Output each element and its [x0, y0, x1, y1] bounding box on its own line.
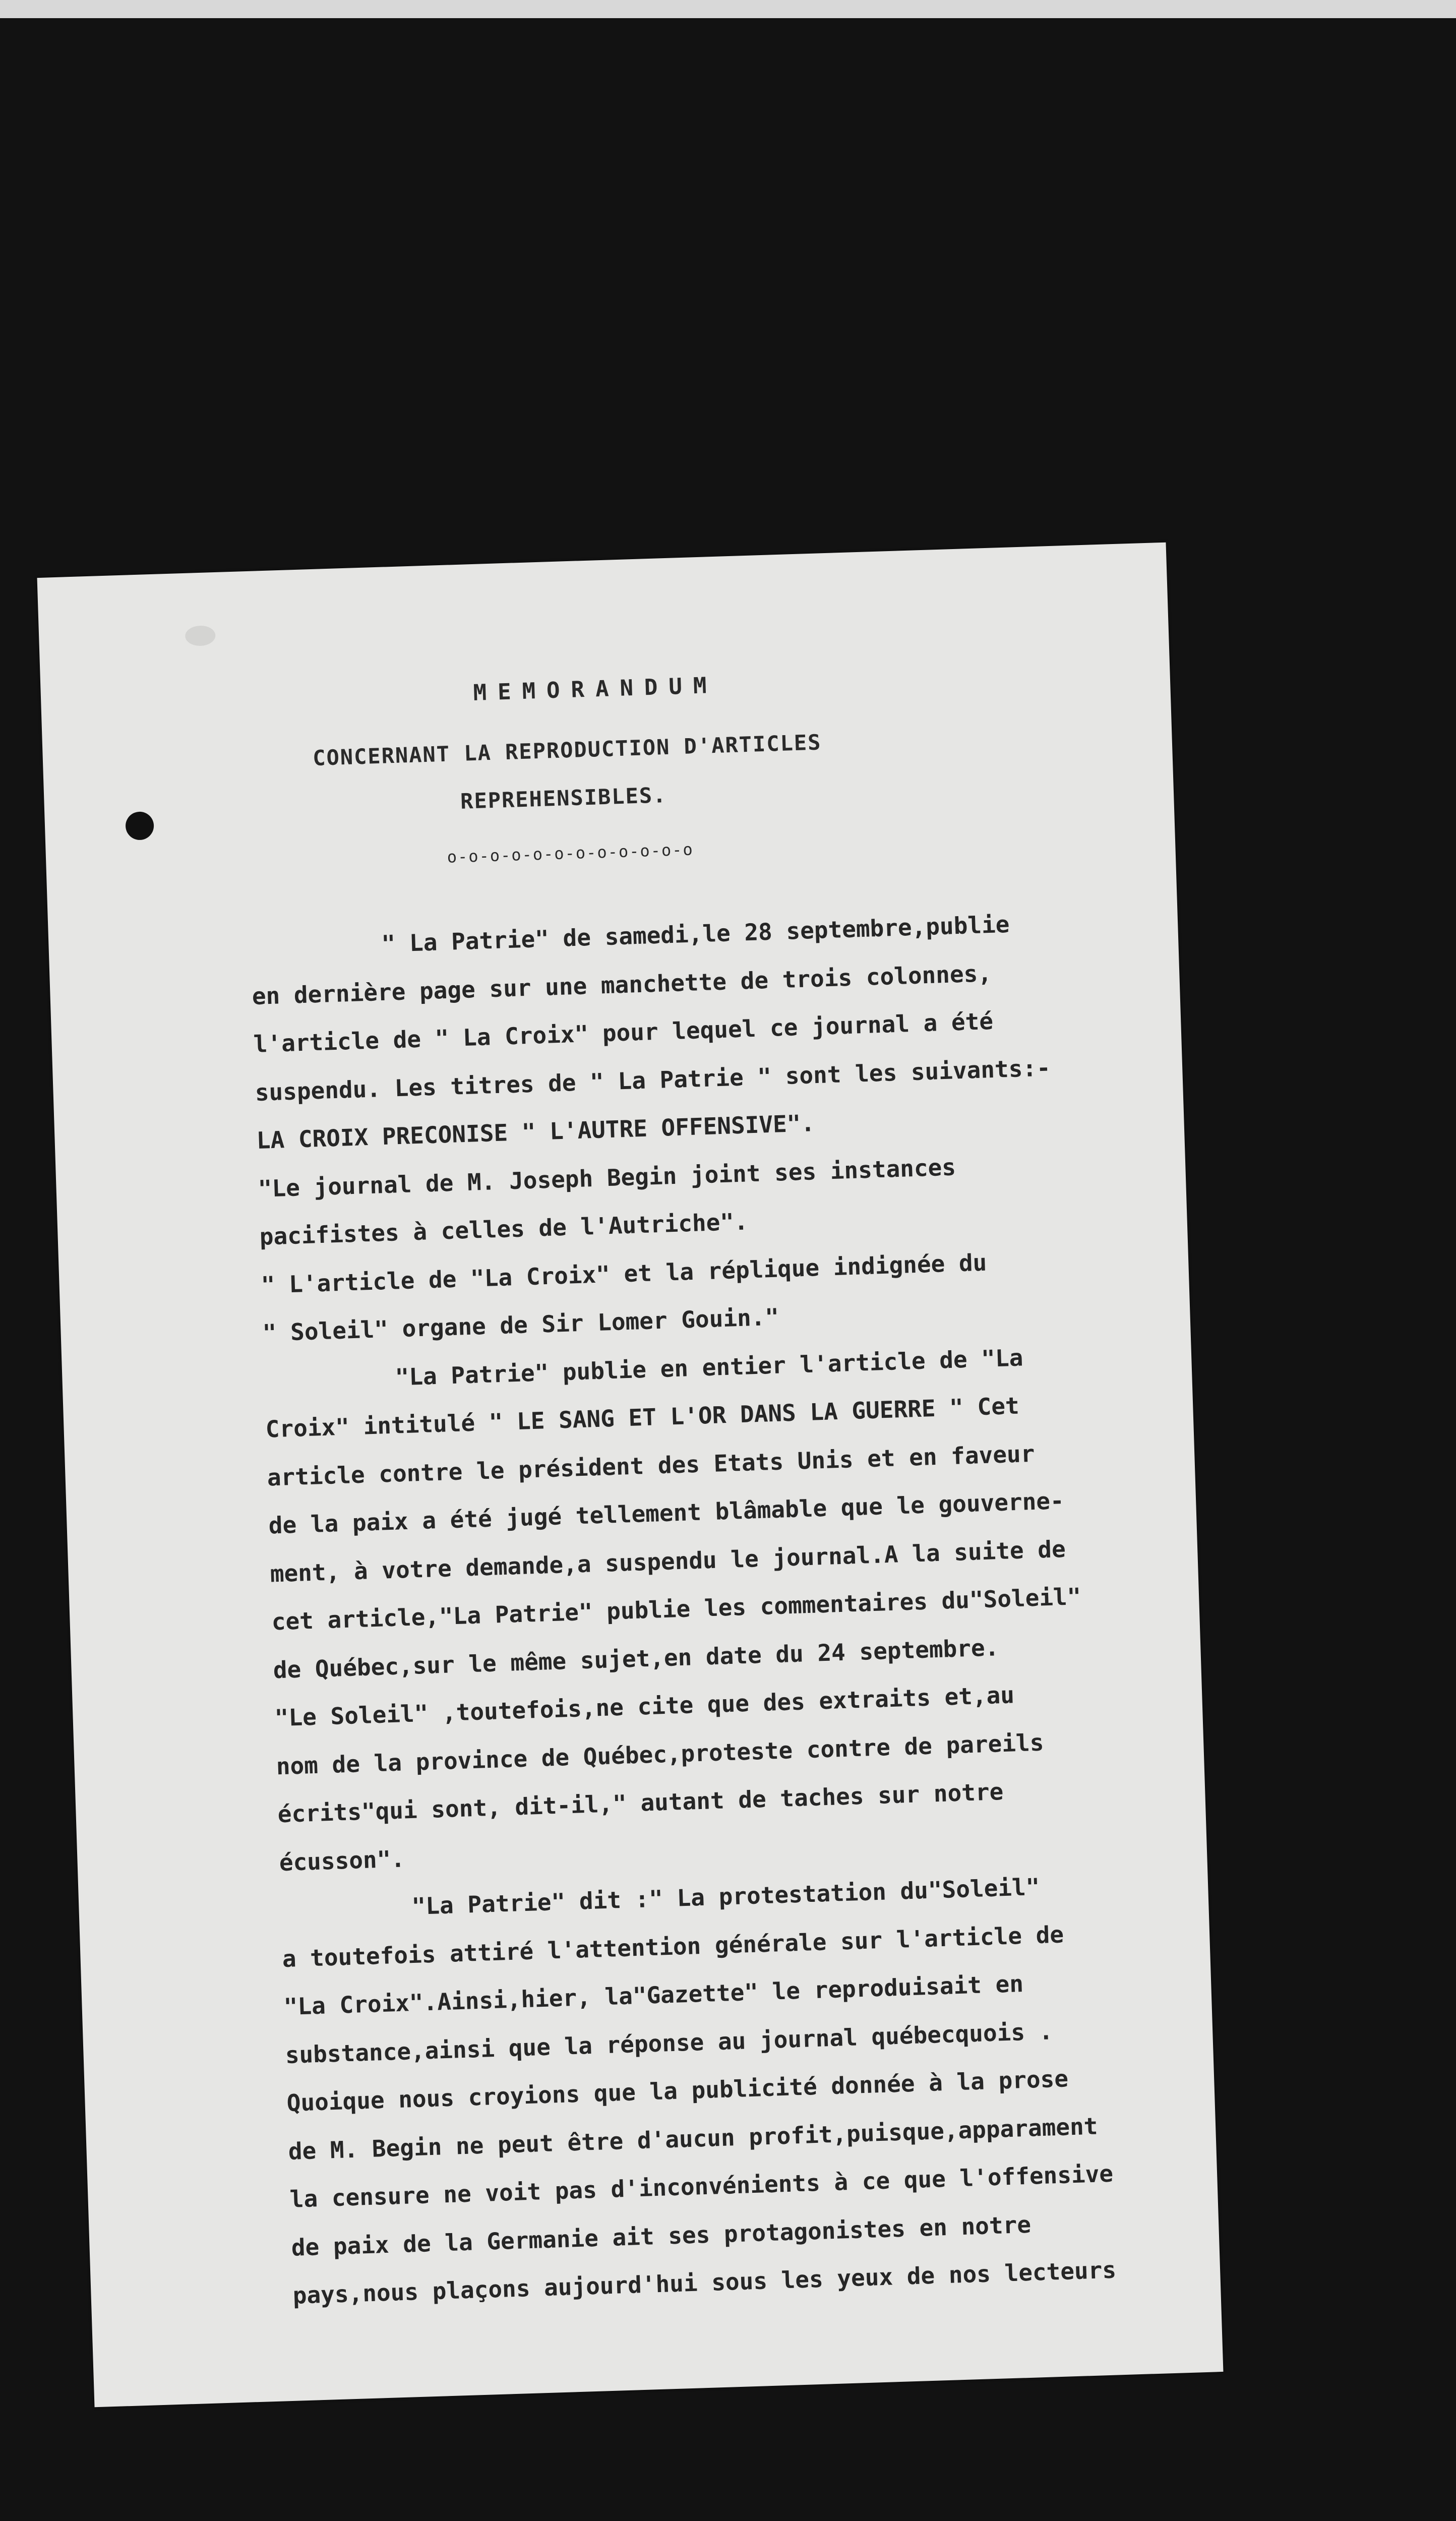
memo-divider-rule: o-o-o-o-o-o-o-o-o-o-o-o [447, 839, 694, 867]
memo-line: pays,nous plaçons aujourd'hui sous les yeux de nos lecteurs [292, 2256, 1117, 2309]
memo-line: article contre le président des Etats Unis et en faveur [266, 1439, 1036, 1491]
memo-line: " La Patrie" de samedi,le 28 septembre,publie [381, 910, 1010, 957]
memo-line: cet article,"La Patrie" publie les commentaires du"Soleil" [271, 1583, 1082, 1636]
memo-line: "Le journal de M. Joseph Begin joint ses instances [257, 1153, 956, 1203]
memo-subtitle-line2: REPREHENSIBLES. [460, 783, 668, 814]
memo-line: l'article de " La Croix" pour lequel ce journal a été [253, 1007, 994, 1058]
memo-line: Croix" intitulé " LE SANG ET L'OR DANS LA GUERRE " Cet [265, 1392, 1020, 1443]
memo-line: de la paix a été jugé tellement blâmable que le gouverne- [268, 1487, 1065, 1539]
memo-line: " L'article de "La Croix" et la réplique indignée du [260, 1248, 988, 1299]
memo-line: en dernière page sur une manchette de trois colonnes, [251, 959, 992, 1010]
memo-line: "La Patrie" dit :" La protestation du"Soleil" [411, 1873, 1041, 1920]
film-top-edge [0, 0, 1456, 18]
memo-line: ment, à votre demande,a suspendu le journal.A la suite de [269, 1535, 1066, 1588]
memo-line: LA CROIX PRECONISE " L'AUTRE OFFENSIVE". [256, 1109, 815, 1154]
memo-subtitle-line1: CONCERNANT LA REPRODUCTION D'ARTICLES [312, 730, 822, 771]
memo-line: pacifistes à celles de l'Autriche". [259, 1208, 749, 1250]
memo-line: de paix de la Germanie ait ses protagonistes en notre [290, 2210, 1032, 2261]
staple-mark [185, 625, 216, 646]
memo-line: "La Croix".Ainsi,hier, la"Gazette" le reproduisait en [283, 1970, 1024, 2021]
memo-title: MEMORANDUM [472, 672, 718, 706]
memo-page [37, 543, 1224, 2408]
memo-line: suspendu. Les titres de " La Patrie " sont les suivants:- [254, 1053, 1051, 1106]
memo-body [250, 896, 1180, 2320]
memo-line: a toutefois attiré l'attention générale sur l'article de [281, 1920, 1064, 1972]
memo-line: "La Patrie" publie en entier l'article de "La [394, 1343, 1024, 1391]
memo-line: écrits"qui sont, dit-il," autant de taches sur notre [277, 1778, 1004, 1828]
memo-line: substance,ainsi que la réponse au journal québecquois . [284, 2017, 1054, 2069]
memo-line: de Québec,sur le même sujet,en date du 24 septembre. [272, 1633, 1000, 1684]
memo-line: Quoique nous croyions que la publicité donnée à la prose [286, 2065, 1069, 2117]
memo-line: nom de la province de Québec,proteste contre de pareils [275, 1728, 1045, 1780]
memo-line: la censure ne voit pas d'inconvénients à ce que l'offensive [289, 2159, 1114, 2213]
memo-line: " Soleil" organe de Sir Lomer Gouin." [262, 1303, 779, 1347]
memo-line: de M. Begin ne peut être d'aucun profit,puisque,apparament [287, 2112, 1099, 2165]
memo-line: écusson". [278, 1844, 405, 1876]
memo-line: "Le Soleil" ,toutefois,ne cite que des extraits et,au [274, 1681, 1015, 1732]
